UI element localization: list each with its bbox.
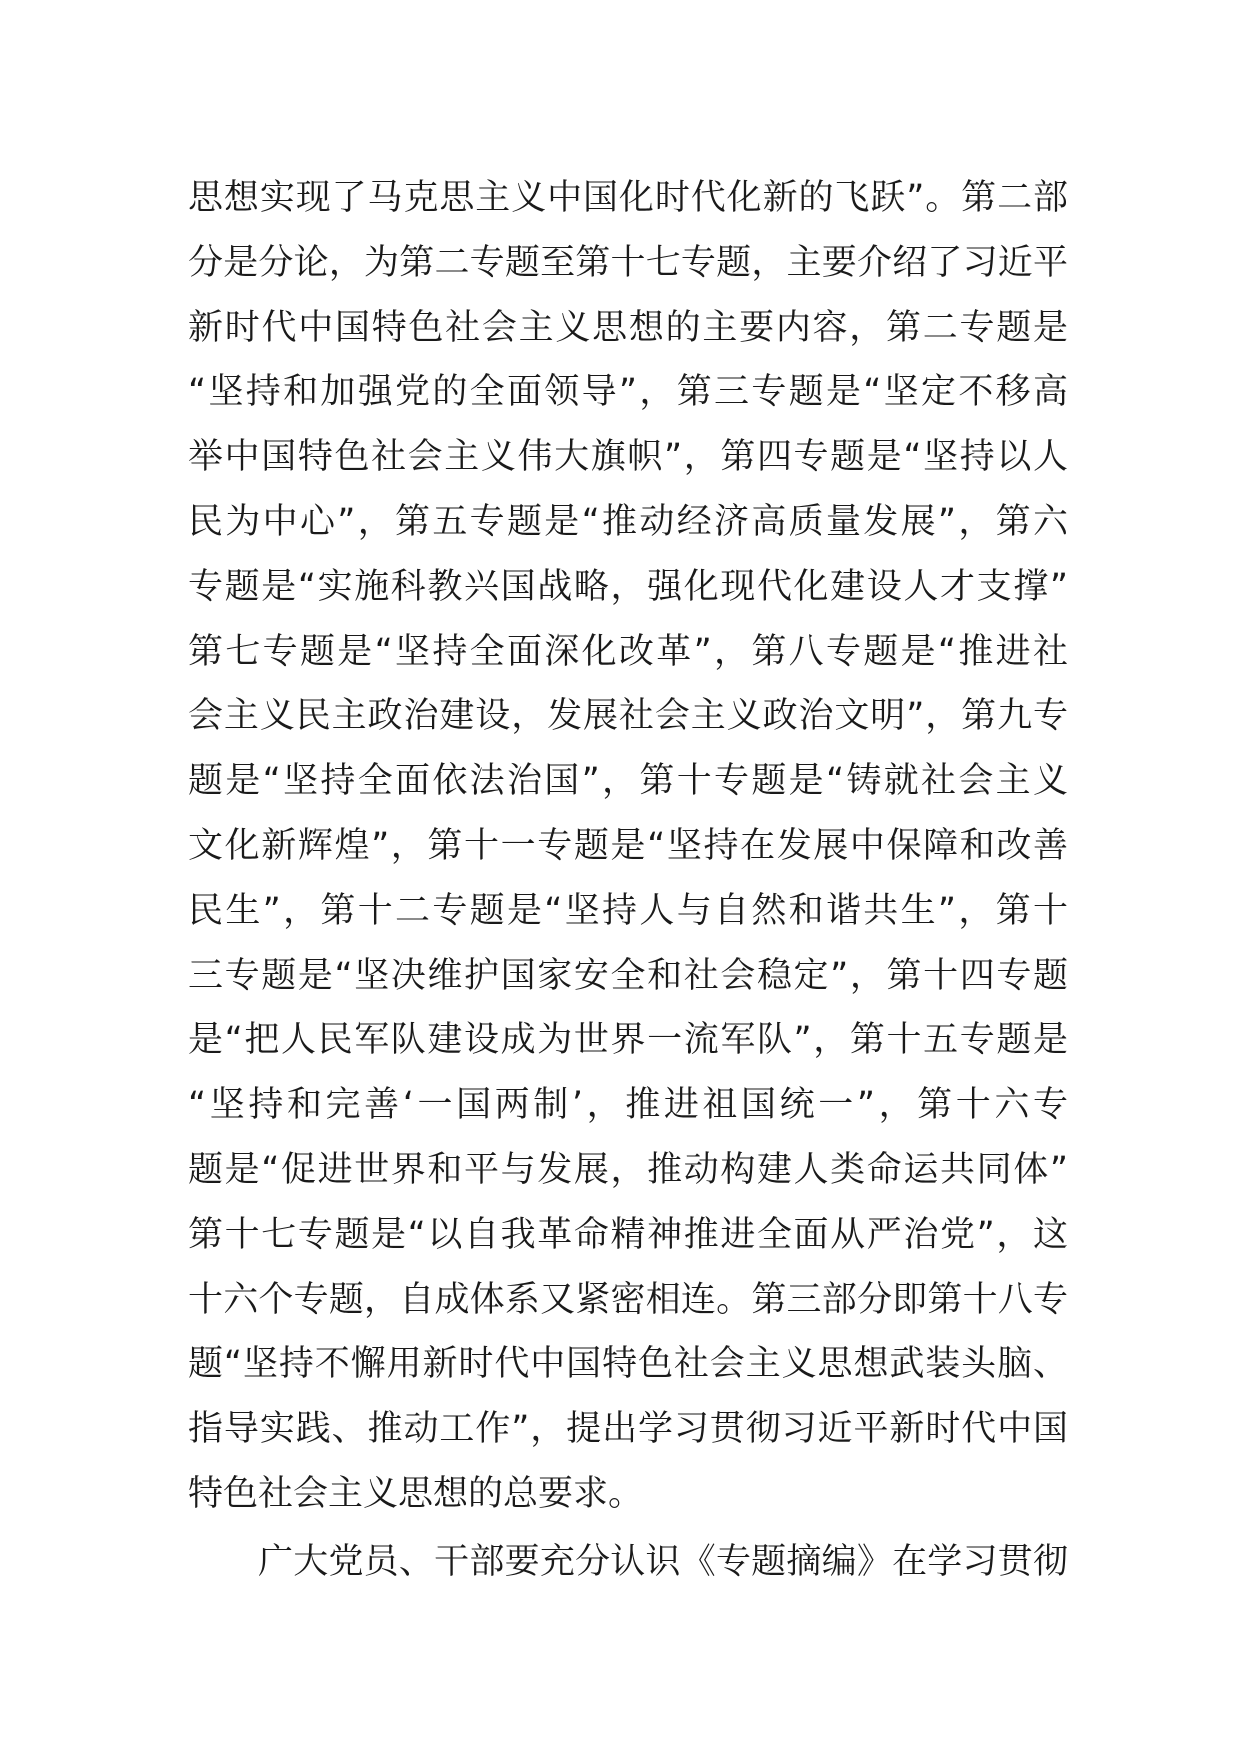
text-line: 十六个专题，自成体系又紧密相连。第三部分即第十八专 [188,1279,1068,1320]
text-line: 题“坚持不懈用新时代中国特色社会主义思想武装头脑、 [188,1344,1068,1385]
text-line: 广大党员、干部要充分认识《专题摘编》在学习贯彻 [258,1541,1068,1582]
text-line: 思想实现了马克思主义中国化时代化新的飞跃”。第二部 [188,178,1068,218]
text-line: 题是“坚持全面依法治国”，第十专题是“铸就社会主义 [188,761,1068,802]
text-line: 三专题是“坚决维护国家安全和社会稳定”，第十四专题 [188,955,1068,996]
text-line: “坚持和完善‘一国两制’，推进祖国统一”，第十六专 [188,1085,1068,1126]
text-line: 指导实践、推动工作”，提出学习贯彻习近平新时代中国 [188,1409,1068,1450]
text-line: 举中国特色社会主义伟大旗帜”，第四专题是“坚持以人 [188,437,1068,478]
document-body [188,166,1068,1595]
text-line: 特色社会主义思想的总要求。 [188,1473,644,1514]
text-line: “坚持和加强党的全面领导”，第三专题是“坚定不移高 [188,372,1068,413]
text-line: 文化新辉煌”，第十一专题是“坚持在发展中保障和改善 [188,825,1068,866]
paragraph-2 [188,1530,1068,1595]
text-line: 分是分论，为第二专题至第十七专题，主要介绍了习近平 [188,242,1068,283]
text-line: 是“把人民军队建设成为世界一流军队”，第十五专题是 [188,1020,1068,1061]
text-line: 题是“促进世界和平与发展，推动构建人类命运共同体” [188,1149,1068,1190]
text-line: 专题是“实施科教兴国战略，强化现代化建设人才支撑” [188,566,1068,607]
text-line: 会主义民主政治建设，发展社会主义政治文明”，第九专 [188,696,1068,737]
text-line: 民生”，第十二专题是“坚持人与自然和谐共生”，第十 [188,890,1068,931]
text-line: 第七专题是“坚持全面深化改革”，第八专题是“推进社 [188,631,1068,672]
text-line: 新时代中国特色社会主义思想的主要内容，第二专题是 [188,307,1068,348]
text-line: 第十七专题是“以自我革命精神推进全面从严治党”，这 [188,1214,1068,1255]
paragraph-1 [188,166,1068,1527]
text-line: 民为中心”，第五专题是“推动经济高质量发展”，第六 [188,501,1068,542]
